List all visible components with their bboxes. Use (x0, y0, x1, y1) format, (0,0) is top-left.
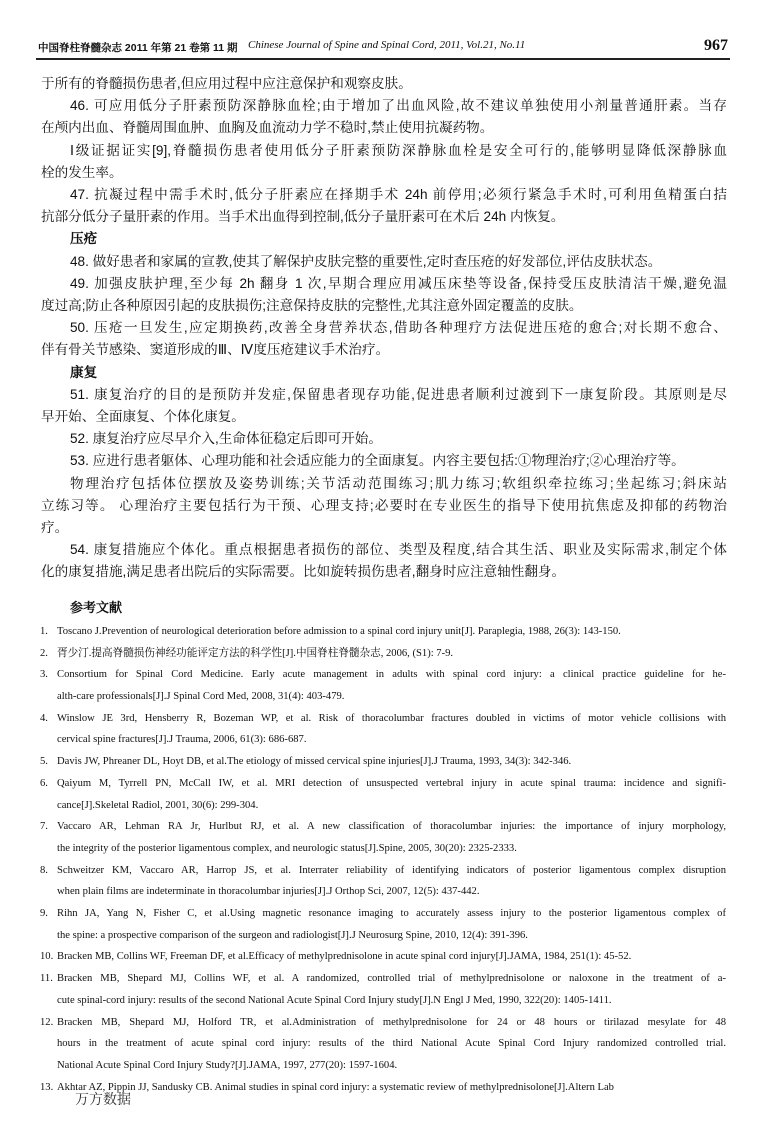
text-line: 早开始、全面康复、个体化康复。 (41, 408, 245, 424)
paragraph (41, 450, 727, 472)
reference-number: 10. (40, 951, 54, 963)
paragraph (41, 273, 727, 317)
page-number: 967 (704, 37, 728, 54)
text-line: 53. 应进行患者躯体、心理功能和社会适应能力的全面康复。内容主要包括:①物理治疗;②心理治疗等。 (70, 453, 685, 469)
text-line: Winslow JE 3rd, Hensberry R, Bozeman WP, et al. Risk of thoracolumbar fractures doubled in victims of motor vehicle collisions with (57, 712, 726, 724)
text-line: the spine: a prospective comparison of the surgeon and radiologist[J].J Neurosurg Spine, 2010, 12(4): 391-396. (57, 929, 528, 941)
reference-number: 11. (40, 973, 53, 985)
text-line: Rihn JA, Yang N, Fisher C, et al.Using magnetic resonance imaging to accurately assess injury to the posterior ligamentous complex of (57, 908, 726, 920)
reference-item (40, 968, 726, 1011)
reference-item (40, 1012, 726, 1077)
text-line: cervical spine fractures[J].J Trauma, 2006, 61(3): 686-687. (57, 734, 307, 746)
reference-number: 9. (40, 908, 48, 920)
text-line: Davis JW, Phreaner DL, Hoyt DB, et al.The etiology of missed cervical spine injuries[J].J Trauma, 1993, 34(3): 342-346. (57, 756, 572, 768)
text-line: alth-care professionals[J].J Spinal Cord Med, 2008, 31(4): 403-479. (57, 691, 345, 703)
text-line: Bracken MB, Collins WF, Freeman DF, et al.Efficacy of methylprednisolone in acute spinal cord injury[J].JAMA, 1984, 251(1): 45-52. (57, 951, 632, 963)
reference-item (40, 860, 726, 903)
reference-item (40, 773, 726, 816)
paragraph (41, 539, 727, 583)
paragraph (41, 251, 727, 273)
paragraph (41, 428, 727, 450)
reference-text (57, 664, 726, 707)
reference-item (40, 1077, 726, 1099)
references-heading: 参考文献 (70, 600, 123, 615)
reference-text (57, 903, 726, 946)
reference-text (57, 816, 726, 859)
text-line: Bracken MB, Shepard MJ, Holford TR, et al.Administration of methylprednisolone for 24 or 48 hours or tirilazad mesylate for 48 (57, 1016, 726, 1028)
journal-title-en: Chinese Journal of Spine and Spinal Cord, 2011, Vol.21, No.11 (248, 39, 526, 51)
reference-number: 6. (40, 777, 48, 789)
reference-text (57, 751, 726, 773)
text-line: 胥少汀.提高脊髓损伤神经功能评定方法的科学性[J].中国脊柱脊髓杂志, 2006, (S1): 7-9. (57, 647, 454, 659)
text-line: National Acute Spinal Cord Injury Study?[J].JAMA, 1997, 277(20): 1597-1604. (57, 1059, 398, 1071)
text-line: cance[J].Skeletal Radiol, 2001, 30(6): 299-304. (57, 799, 259, 811)
paragraph (41, 95, 727, 139)
reference-text (57, 968, 726, 1011)
text-line: Ⅰ级证据证实[9],脊髓损伤患者使用低分子肝素预防深静脉血栓是安全可行的,能够明显降低深静脉血 (70, 142, 727, 158)
reference-text (57, 708, 726, 751)
text-line: Vaccaro AR, Lehman RA Jr, Hurlbut RJ, et al. A new classification of thoracolumbar injuries: the importance of injury morphology, (57, 821, 726, 833)
reference-text (57, 643, 726, 665)
text-line: 抗部分低分子量肝素的作用。当手术出血得到控制,低分子量肝素可在术后 24h 内恢复。 (41, 209, 565, 225)
text-line: 度过高;防止各种原因引起的皮肤损伤;注意保持皮肤的完整性,尤其注意外固定覆盖的皮肤。 (41, 297, 583, 313)
text-line: Qaiyum M, Tyrrell PN, McCall IW, et al. MRI detection of unsuspected vertebral injury in acute spinal trauma: incidence and signifi- (57, 777, 726, 789)
paragraph (41, 140, 727, 184)
paragraph (41, 384, 727, 428)
reference-text (57, 1077, 726, 1099)
text-line: Bracken MB, Shepard MJ, Collins WF, et al. A randomized, controlled trial of methylprednisolone or naloxone in the treatment of a- (57, 973, 726, 985)
footer-watermark: 万方数据 (75, 1091, 131, 1107)
text-line: Toscano J.Prevention of neurological deterioration before admission to a spinal cord injury unit[J]. Paraplegia, 1988, 26(3): 143-150. (57, 626, 621, 637)
text-line: 48. 做好患者和家属的宣教,使其了解保护皮肤完整的重要性,定时查压疮的好发部位,评估皮肤状态。 (70, 253, 662, 269)
reference-item (40, 621, 726, 643)
references-list (40, 621, 726, 1098)
text-line: the integrity of the posterior ligamentous complex, and neurologic status[J].Spine, 2005, 30(20): 2325-2333. (57, 842, 517, 854)
body-text (41, 73, 727, 584)
text-line: 46. 可应用低分子肝素预防深静脉血栓;由于增加了出血风险,故不建议单独使用小剂量普通肝素。当存 (70, 98, 727, 114)
reference-text (57, 1012, 726, 1077)
reference-item (40, 751, 726, 773)
text-line: 栓的发生率。 (41, 164, 123, 180)
text-line: 立练习等。 心理治疗主要包括行为干预、心理支持;必要时在专业医生的指导下使用抗焦虑及抑郁的药物治 (41, 497, 727, 513)
text-line: 于所有的脊髓损伤患者,但应用过程中应注意保护和观察皮肤。 (41, 76, 412, 91)
text-line: 51. 康复治疗的目的是预防并发症,保留患者现存功能,促进患者顺利过渡到下一康复阶段。其原则是尽 (70, 386, 727, 402)
text-line: 54. 康复措施应个体化。重点根据患者损伤的部位、类型及程度,结合其生活、职业及实际需求,制定个体 (70, 542, 727, 558)
text-line: 49. 加强皮肤护理,至少每 2h 翻身 1 次,早期合理应用减压床垫等设备,保持受压皮肤清洁干燥,避免温 (70, 275, 727, 291)
paragraph (41, 317, 727, 361)
reference-item (40, 643, 726, 665)
text-line: 47. 抗凝过程中需手术时,低分子肝素应在择期手术 24h 前停用;必须行紧急手术时,可利用鱼精蛋白拮 (70, 186, 727, 202)
header-rule (36, 58, 730, 60)
reference-item (40, 664, 726, 707)
paragraph (41, 473, 727, 540)
text-line: 化的康复措施,满足患者出院后的实际需要。比如旋转损伤患者,翻身时应注意轴性翻身。 (41, 564, 566, 580)
reference-number: 3. (40, 669, 48, 681)
reference-text (57, 773, 726, 816)
text-line: Akhtar AZ, Pippin JJ, Sandusky CB. Animal studies in spinal cord injury: a systematic review of methylprednisolone[J].Altern Lab (57, 1081, 614, 1093)
text-line: 在颅内出血、脊髓周围血肿、血胸及血流动力学不稳时,禁止使用抗凝药物。 (41, 120, 494, 136)
section-heading: 压疮 (70, 231, 98, 247)
reference-text (57, 946, 726, 968)
reference-item (40, 903, 726, 946)
text-line: 52. 康复治疗应尽早介入,生命体征稳定后即可开始。 (70, 431, 382, 447)
journal-title-cn: 中国脊柱脊髓杂志 2011 年第 21 卷第 11 期 (38, 42, 238, 54)
reference-text (57, 860, 726, 903)
text-line: 疗。 (41, 519, 69, 535)
reference-number: 12. (40, 1016, 54, 1028)
text-line: 物理治疗包括体位摆放及姿势训练;关节活动范围练习;肌力练习;软组织牵拉练习;坐起练习;斜床站 (70, 475, 727, 491)
text-line: 50. 压疮一旦发生,应定期换药,改善全身营养状态,借助各种理疗方法促进压疮的愈合;对长期不愈合、 (70, 320, 727, 336)
reference-number: 7. (40, 821, 48, 833)
reference-number: 5. (40, 756, 48, 768)
reference-item (40, 946, 726, 968)
text-line: Schweitzer KM, Vaccaro AR, Harrop JS, et al. Interrater reliability of identifying indicators of posterior ligamentous complex disruption (57, 864, 726, 876)
reference-number: 8. (40, 864, 48, 876)
reference-number: 13. (40, 1081, 54, 1093)
reference-number: 1. (40, 626, 48, 637)
paragraph (41, 73, 727, 95)
text-line: hours in the treatment of acute spinal cord injury: results of the third National Acute Spinal Cord Injury randomized controlled trial. (57, 1038, 726, 1050)
running-header (38, 37, 728, 55)
text-line: when plain films are indeterminate in thoracolumbar injuries[J].J Orthop Sci, 2007, 12(5): 437-442. (57, 886, 480, 898)
reference-number: 4. (40, 712, 48, 724)
reference-item (40, 708, 726, 751)
reference-number: 2. (40, 647, 48, 659)
text-line: Consortium for Spinal Cord Medicine. Early acute management in adults with spinal cord injury: a clinical practice guideline for he- (57, 669, 726, 681)
section-heading: 康复 (70, 364, 98, 380)
text-line: 伴有骨关节感染、窦道形成的Ⅲ、Ⅳ度压疮建议手术治疗。 (41, 342, 390, 358)
text-line: cute spinal-cord injury: results of the second National Acute Spinal Cord Injury study[J].N Engl J Med, 1990, 322(20): 1405-1411. (57, 994, 612, 1006)
paragraph (41, 184, 727, 228)
reference-text (57, 621, 726, 643)
reference-item (40, 816, 726, 859)
